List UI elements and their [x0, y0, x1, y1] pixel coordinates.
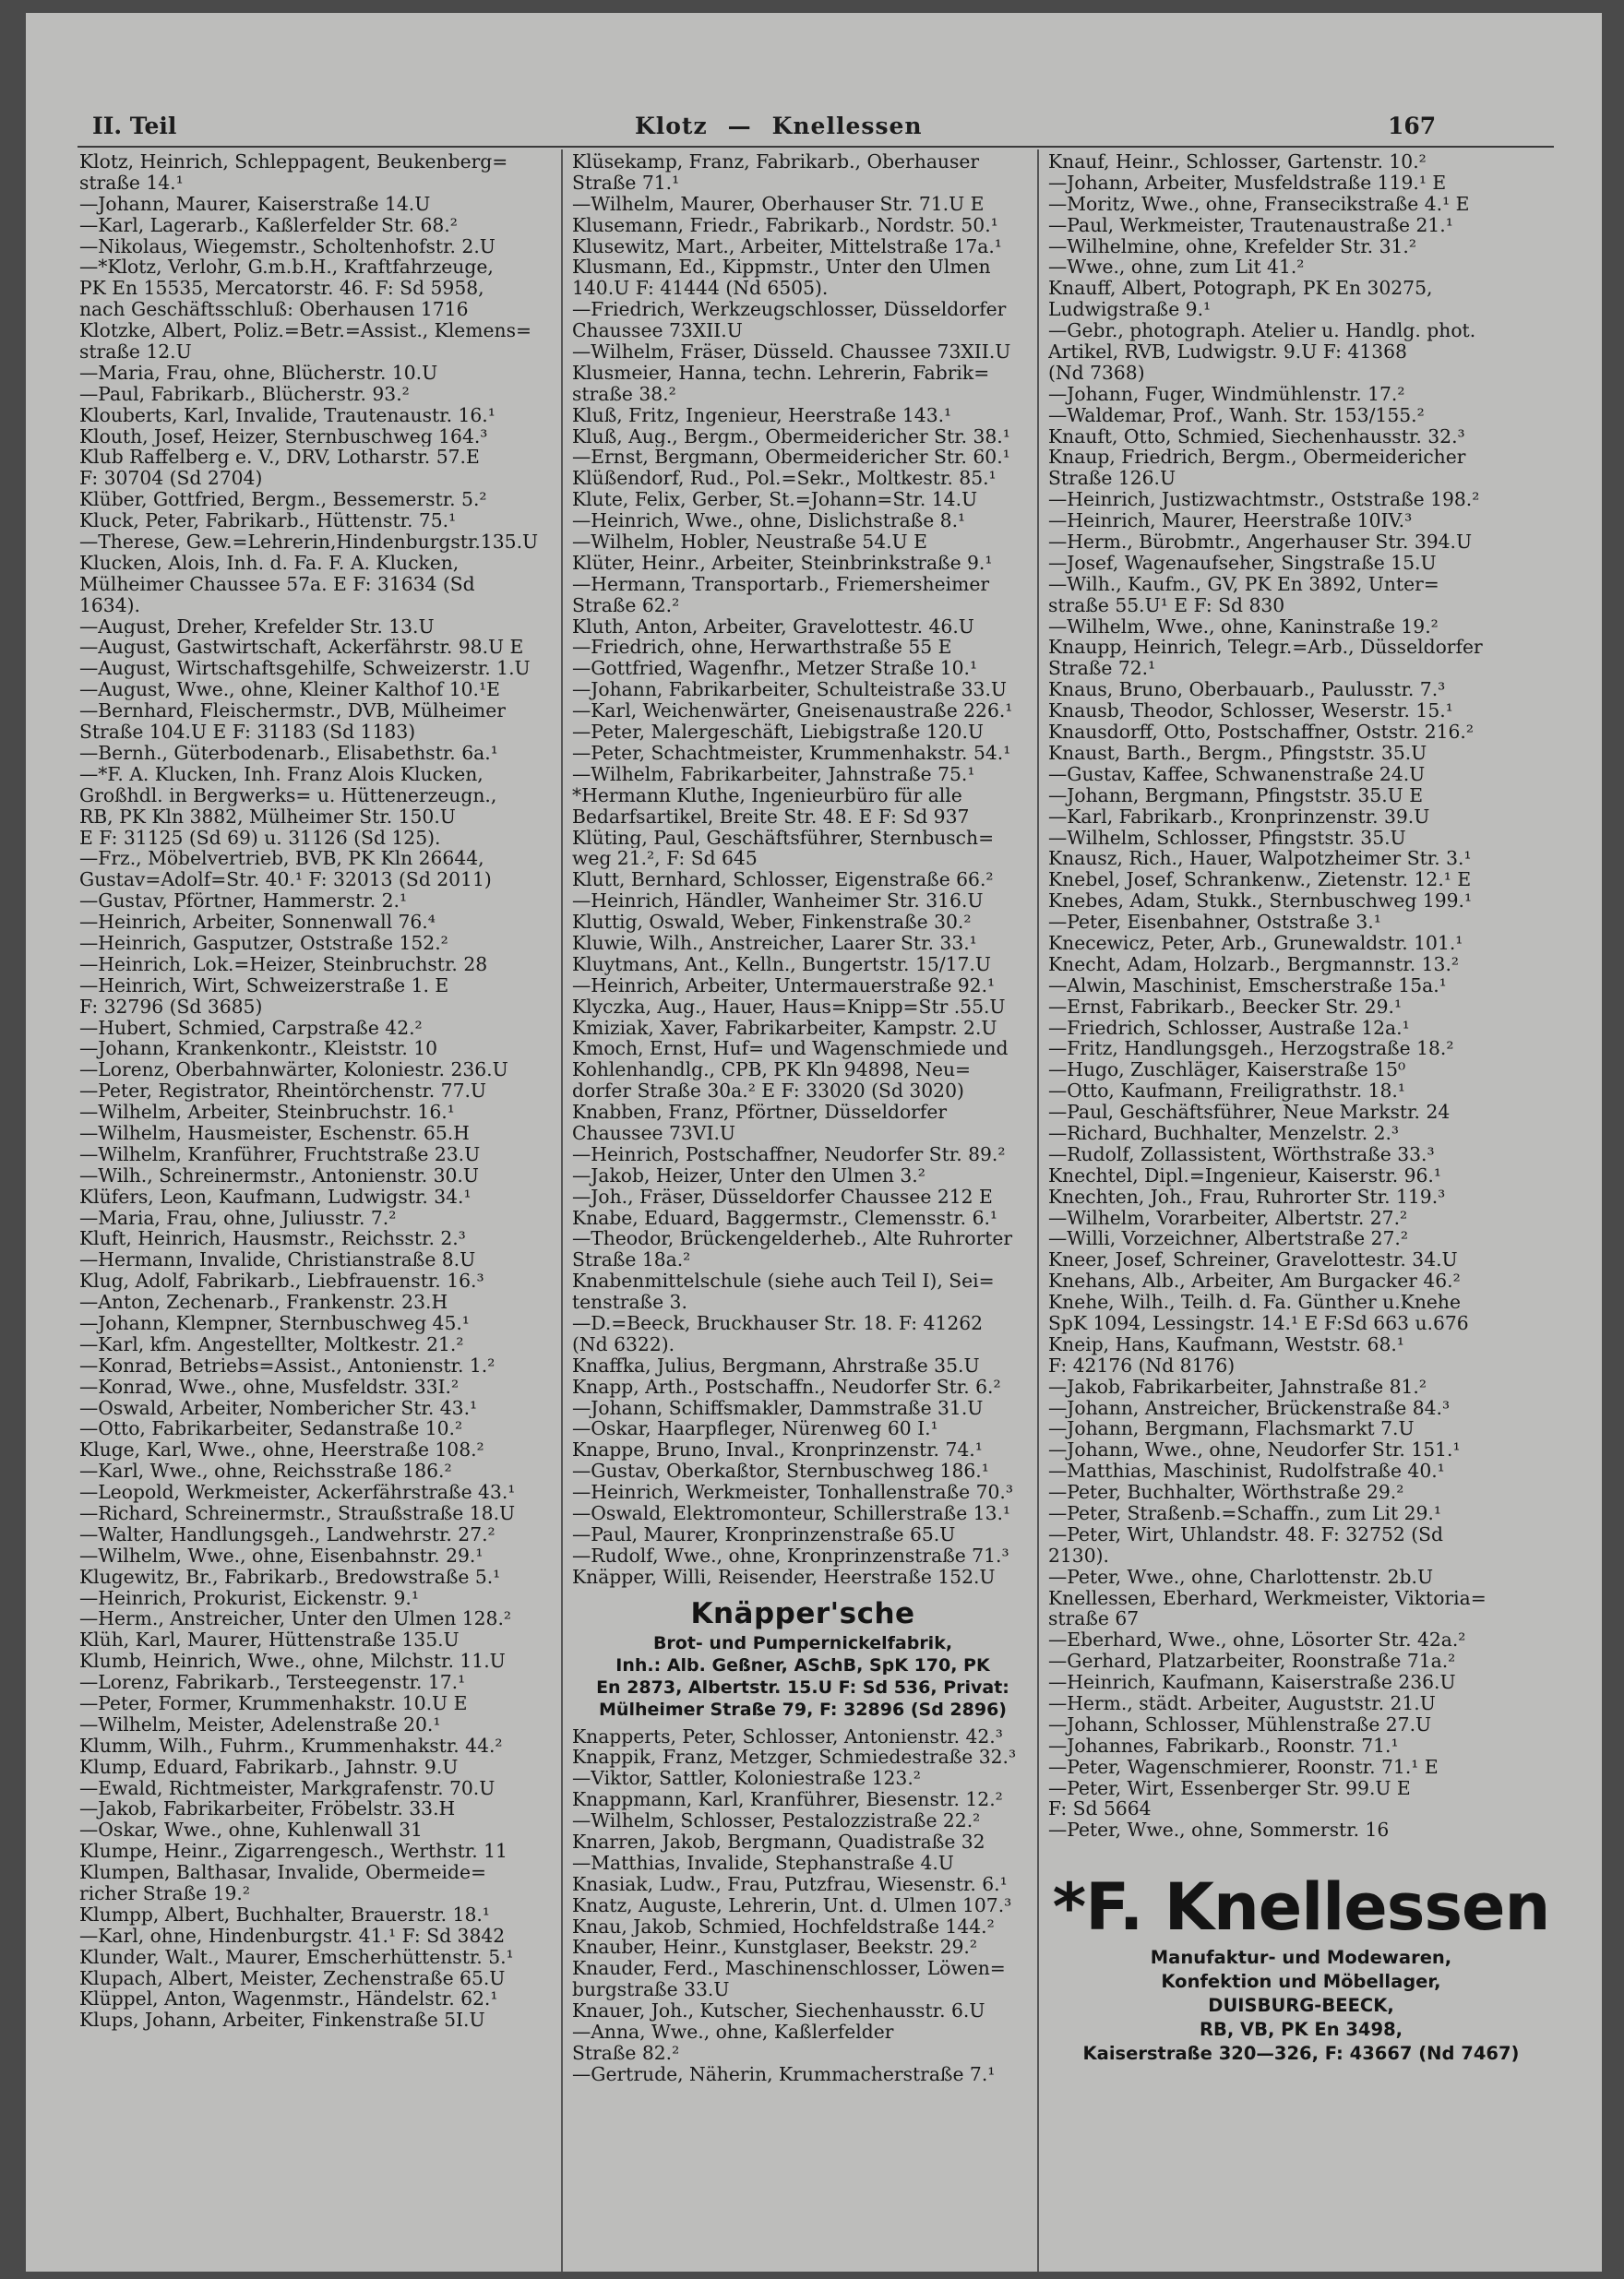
knapper-advertisement: [572, 1595, 1033, 1721]
directory-entry: —*Klotz, Verlohr, G.m.b.H., Kraftfahrzeuge,: [79, 257, 494, 279]
directory-entry: —August, Wirtschaftsgehilfe, Schweizerstr. 1.U: [79, 658, 531, 680]
directory-entry: Klups, Johann, Arbeiter, Finkenstraße 5I.U: [79, 2010, 485, 2032]
directory-entry: Kneer, Josef, Schreiner, Gravelottestr. 34.U: [1048, 1249, 1458, 1271]
directory-entry: straße 38.²: [572, 383, 676, 405]
directory-entry: Kluck, Peter, Fabrikarb., Hüttenstr. 75.¹: [79, 510, 457, 532]
directory-entry: —Heinrich, Arbeiter, Sonnenwall 76.⁴: [79, 912, 436, 933]
directory-entry: Knauff, Albert, Potograph, PK En 30275,: [1048, 278, 1433, 300]
directory-entry: Klusmann, Ed., Kippmstr., Unter den Ulmen: [572, 257, 991, 279]
directory-entry: —Karl, Weichenwärter, Gneisenaustraße 226.¹: [572, 700, 1013, 722]
ad-line: Inh.: Alb. Geßner, ASchB, SpK 170, PK: [615, 1654, 990, 1676]
directory-entry: —Wilhelmine, ohne, Krefelder Str. 31.²: [1048, 235, 1416, 257]
directory-entry: —Lorenz, Fabrikarb., Tersteegenstr. 17.¹: [79, 1672, 466, 1694]
directory-entry: straße 12.U: [79, 341, 192, 363]
directory-entry: Gustav=Adolf=Str. 40.¹ F: 32013 (Sd 2011): [79, 869, 492, 891]
directory-entry: Kmoch, Ernst, Huf= und Wagenschmiede und: [572, 1038, 1009, 1060]
knellessen-ad-title: *F. Knellessen: [1052, 1869, 1550, 1946]
directory-entry: —Jakob, Fabrikarbeiter, Jahnstraße 81.²: [1048, 1376, 1427, 1398]
directory-entry: —Hugo, Zuschläger, Kaiserstraße 15⁰: [1048, 1059, 1406, 1081]
directory-entry: (Nd 7368): [1048, 362, 1145, 384]
directory-entry: —Viktor, Sattler, Koloniestraße 123.²: [572, 1768, 921, 1790]
directory-entry: —Theodor, Brückengelderheb., Alte Ruhrorter: [572, 1228, 1013, 1250]
directory-entry: Knechten, Joh., Frau, Ruhrorter Str. 119.³: [1048, 1186, 1446, 1208]
directory-entry: Klumpen, Balthasar, Invalide, Obermeide=: [79, 1862, 486, 1884]
directory-entry: —Heinrich, Maurer, Heerstraße 10IV.³: [1048, 510, 1413, 532]
directory-entry: —Ernst, Fabrikarb., Beecker Str. 29.¹: [1048, 996, 1403, 1018]
directory-entry: —Gustav, Kaffee, Schwanenstraße 24.U: [1048, 763, 1426, 785]
directory-entry: —Heinrich, Postschaffner, Neudorfer Str. 89.²: [572, 1143, 1006, 1165]
range-from: Klotz: [635, 113, 708, 139]
directory-entry: —Gustav, Oberkaßtor, Sternbuschweg 186.¹: [572, 1461, 989, 1483]
directory-entry: —Nikolaus, Wiegemstr., Scholtenhofstr. 2.U: [79, 235, 496, 257]
directory-entry: —Johann, Schiffsmakler, Dammstraße 31.U: [572, 1397, 984, 1419]
directory-entry: Kneip, Hans, Kaufmann, Weststr. 68.¹: [1048, 1333, 1404, 1355]
directory-entry: Klotz, Heinrich, Schleppagent, Beukenberg=: [79, 151, 508, 173]
directory-entry: —Hubert, Schmied, Carpstraße 42.²: [79, 1017, 423, 1039]
directory-entry: —Paul, Fabrikarb., Blücherstr. 93.²: [79, 383, 410, 405]
directory-entry: —Ewald, Richtmeister, Markgrafenstr. 70.U: [79, 1777, 496, 1799]
directory-entry: Knaust, Barth., Bergm., Pfingststr. 35.U: [1048, 742, 1427, 764]
directory-entry: —Oskar, Wwe., ohne, Kuhlenwall 31: [79, 1820, 423, 1842]
directory-entry: —Frz., Möbelvertrieb, BVB, PK Kln 26644,: [79, 848, 484, 870]
directory-entry: Klüber, Gottfried, Bergm., Bessemerstr. 5.²: [79, 489, 487, 511]
directory-entry: —Wwe., ohne, zum Lit 41.²: [1048, 257, 1305, 279]
directory-entry: —Konrad, Wwe., ohne, Musfeldstr. 33I.²: [79, 1376, 460, 1398]
directory-entry: Klüter, Heinr., Arbeiter, Steinbrinkstraße 9.¹: [572, 552, 993, 574]
column-2: [572, 151, 1033, 2085]
range-dash: —: [727, 113, 752, 139]
directory-entry: —Johann, Maurer, Kaiserstraße 14.U: [79, 193, 431, 215]
directory-entry: Straße 72.¹: [1048, 658, 1156, 680]
directory-entry: —Willi, Vorzeichner, Albertstraße 27.²: [1048, 1228, 1409, 1250]
directory-entry: —Johannes, Fabrikarb., Roonstr. 71.¹: [1048, 1735, 1399, 1757]
directory-entry: Kluge, Karl, Wwe., ohne, Heerstraße 108.²: [79, 1439, 484, 1462]
directory-entry: —Matthias, Maschinist, Rudolfstraße 40.¹: [1048, 1461, 1445, 1483]
directory-entry: —Walter, Handlungsgeh., Landwehrstr. 27.²: [79, 1523, 496, 1545]
directory-entry: Knapp, Arth., Postschaffn., Neudorfer Str. 6.²: [572, 1376, 1001, 1398]
directory-entry: —August, Gastwirtschaft, Ackerfährstr. 98.U E: [79, 637, 524, 659]
directory-entry: —Peter, Buchhalter, Wörthstraße 29.²: [1048, 1482, 1404, 1503]
knellessen-ad-lines: [1048, 1946, 1554, 2066]
directory-entry: —Oswald, Elektromonteur, Schillerstraße 13.¹: [572, 1503, 1011, 1524]
directory-entry: Kluß, Aug., Bergm., Obermeidericher Str. 38.¹: [572, 425, 1010, 447]
directory-entry: —Peter, Straßenb.=Schaffn., zum Lit 29.¹: [1048, 1503, 1441, 1524]
directory-entry: *Hermann Kluthe, Ingenieurbüro für alle: [572, 784, 962, 806]
directory-entry: (Nd 6322).: [572, 1333, 675, 1355]
page-number: 167: [1388, 113, 1437, 139]
directory-entry: Knellessen, Eberhard, Werkmeister, Viktoria=: [1048, 1587, 1487, 1609]
directory-entry: —Anna, Wwe., ohne, Kaßlerfelder: [572, 2022, 894, 2043]
directory-entry: —Johann, Fabrikarbeiter, Schulteistraße 33.U: [572, 679, 1007, 701]
directory-entry: Klutt, Bernhard, Schlosser, Eigenstraße 66.²: [572, 869, 994, 891]
knapper-ad-lines: [572, 1632, 1033, 1721]
directory-entry: —Otto, Fabrikarbeiter, Sedanstraße 10.²: [79, 1418, 463, 1440]
directory-entry: Knecht, Adam, Holzarb., Bergmannstr. 13.²: [1048, 953, 1460, 975]
directory-entry: Knabenmittelschule (siehe auch Teil I), Sei=: [572, 1271, 995, 1293]
directory-entry: —Rudolf, Zollassistent, Wörthstraße 33.³: [1048, 1143, 1435, 1165]
directory-entry: —Johann, Fuger, Windmühlenstr. 17.²: [1048, 383, 1405, 405]
directory-entry: straße 14.¹: [79, 172, 184, 194]
column-3-entries: [1048, 151, 1554, 1841]
directory-entry: Kluwie, Wilh., Anstreicher, Laarer Str. 33.¹: [572, 932, 977, 954]
directory-entry: —Wilhelm, Kranführer, Fruchtstraße 23.U: [79, 1143, 481, 1165]
directory-entry: Knehans, Alb., Arbeiter, Am Burgacker 46.²: [1048, 1271, 1461, 1293]
directory-entry: —Friedrich, Werkzeugschlosser, Düsseldorfer: [572, 299, 1007, 321]
directory-entry: —Heinrich, Wirt, Schweizerstraße 1. E: [79, 974, 449, 996]
directory-entry: Straße 18a.²: [572, 1249, 691, 1271]
ad-line: Brot- und Pumpernickelfabrik,: [652, 1632, 953, 1653]
directory-entry: —Wilhelm, Schlosser, Pestalozzistraße 22.²: [572, 1810, 981, 1832]
directory-entry: Knecewicz, Peter, Arb., Grunewaldstr. 101.¹: [1048, 932, 1463, 954]
directory-entry: —Herm., städt. Arbeiter, Auguststr. 21.U: [1048, 1693, 1436, 1714]
directory-entry: Klucken, Alois, Inh. d. Fa. F. A. Klucken,: [79, 552, 460, 574]
directory-entry: —Richard, Buchhalter, Menzelstr. 2.³: [1048, 1122, 1400, 1144]
directory-entry: —Friedrich, ohne, Herwarthstraße 55 E: [572, 637, 952, 659]
directory-entry: —Wilhelm, Arbeiter, Steinbruchstr. 16.¹: [79, 1102, 455, 1123]
directory-entry: —Heinrich, Wwe., ohne, Dislichstraße 8.¹: [572, 510, 966, 532]
directory-entry: Klupach, Albert, Meister, Zechenstraße 65.U: [79, 1967, 506, 1989]
directory-entry: —Johann, Arbeiter, Musfeldstraße 119.¹ E: [1048, 172, 1447, 194]
directory-entry: Klugewitz, Br., Fabrikarb., Bredowstraße 5.¹: [79, 1566, 501, 1588]
directory-entry: Knarren, Jakob, Bergmann, Quadistraße 32: [572, 1832, 985, 1853]
directory-entry: —Wilhelm, Hobler, Neustraße 54.U E: [572, 531, 927, 553]
directory-entry: —Johann, Krankenkontr., Kleiststr. 10: [79, 1038, 438, 1060]
directory-entry: —Josef, Wagenaufseher, Singstraße 15.U: [1048, 552, 1437, 574]
directory-entry: —August, Wwe., ohne, Kleiner Kalthof 10.¹E: [79, 679, 500, 701]
directory-entry: Klusemann, Friedr., Fabrikarb., Nordstr. 50.¹: [572, 214, 998, 236]
directory-entry: burgstraße 33.U: [572, 1979, 730, 2001]
directory-entry: —Heinrich, Gasputzer, Oststraße 152.²: [79, 932, 448, 954]
directory-entry: Klotzke, Albert, Poliz.=Betr.=Assist., Klemens=: [79, 320, 532, 342]
directory-entry: —Moritz, Wwe., ohne, Fransecikstraße 4.¹ E: [1048, 193, 1470, 215]
directory-entry: —Jakob, Fabrikarbeiter, Fröbelstr. 33.H: [79, 1798, 456, 1820]
directory-entry: —Johann, Schlosser, Mühlenstraße 27.U: [1048, 1713, 1432, 1736]
directory-entry: Klumpp, Albert, Buchhalter, Brauerstr. 18.¹: [79, 1903, 490, 1926]
ad-line: Mülheimer Straße 79, F: 32896 (Sd 2896): [599, 1699, 1007, 1720]
directory-entry: F: 30704 (Sd 2704): [79, 468, 263, 490]
directory-entry: —Paul, Maurer, Kronprinzenstraße 65.U: [572, 1523, 956, 1545]
directory-entry: —Peter, Malergeschäft, Liebigstraße 120.U: [572, 722, 985, 743]
directory-entry: —Karl, Fabrikarb., Kronprinzenstr. 39.U: [1048, 805, 1430, 828]
directory-entry: F: 32796 (Sd 3685): [79, 996, 263, 1018]
directory-entry: —Leopold, Werkmeister, Ackerfährstraße 43.¹: [79, 1482, 516, 1503]
directory-page: [26, 13, 1602, 2272]
directory-entry: —*F. A. Klucken, Inh. Franz Alois Klucken,: [79, 763, 484, 785]
directory-entry: Knappmann, Karl, Kranführer, Biesenstr. 12.²: [572, 1789, 1003, 1811]
directory-entry: —Wilhelm, Fräser, Düsseld. Chaussee 73XII.U: [572, 341, 1011, 363]
directory-entry: —Oskar, Haarpfleger, Nürenweg 60 I.¹: [572, 1418, 938, 1440]
directory-entry: Straße 62.²: [572, 594, 680, 616]
directory-entry: —August, Dreher, Krefelder Str. 13.U: [79, 615, 435, 638]
part-label: II. Teil: [92, 113, 177, 139]
directory-entry: Knausdorff, Otto, Postschaffner, Oststr. 216.²: [1048, 722, 1475, 743]
directory-entry: —Peter, Wirt, Uhlandstr. 48. F: 32752 (Sd: [1048, 1523, 1444, 1545]
directory-entry: Knauber, Heinr., Kunstglaser, Beekstr. 29.²: [572, 1937, 977, 1959]
directory-entry: —Heinrich, Prokurist, Eickenstr. 9.¹: [79, 1587, 419, 1609]
directory-entry: —Anton, Zechenarb., Frankenstr. 23.H: [79, 1292, 448, 1313]
directory-entry: —Karl, Lagerarb., Kaßlerfelder Str. 68.²: [79, 214, 458, 236]
directory-entry: E F: 31125 (Sd 69) u. 31126 (Sd 125).: [79, 827, 441, 849]
directory-entry: —Paul, Werkmeister, Trautenaustraße 21.¹: [1048, 214, 1453, 236]
directory-entry: Knau, Jakob, Schmied, Hochfeldstraße 144.²: [572, 1915, 995, 1938]
directory-entry: —Peter, Registrator, Rheintörchenstr. 77.U: [79, 1080, 487, 1103]
directory-entry: —Herm., Anstreicher, Unter den Ulmen 128.²: [79, 1608, 512, 1630]
directory-entry: —Heinrich, Kaufmann, Kaiserstraße 236.U: [1048, 1672, 1456, 1694]
directory-entry: —Bernh., Güterbodenarb., Elisabethstr. 6a.¹: [79, 742, 498, 764]
directory-entry: Knebes, Adam, Stukk., Sternbuschweg 199.¹: [1048, 890, 1473, 913]
directory-entry: 1634).: [79, 594, 140, 616]
directory-entry: RB, PK Kln 3882, Mülheimer Str. 150.U: [79, 805, 456, 828]
directory-entry: Knauder, Ferd., Maschinenschlosser, Löwen=: [572, 1958, 1006, 1980]
directory-entry: Knaffka, Julius, Bergmann, Ahrstraße 35.U: [572, 1354, 980, 1377]
directory-entry: —Wilhelm, Wwe., ohne, Eisenbahnstr. 29.¹: [79, 1545, 484, 1567]
range-to: Knellessen: [771, 113, 923, 139]
directory-entry: Knehe, Wilh., Teilh. d. Fa. Günther u.Knehe: [1048, 1292, 1461, 1313]
directory-entry: —Ernst, Bergmann, Obermeidericher Str. 60.¹: [572, 447, 1010, 469]
directory-entry: —D.=Beeck, Bruckhauser Str. 18. F: 41262: [572, 1312, 984, 1334]
knellessen-advertisement: [1048, 1868, 1554, 2066]
directory-entry: dorfer Straße 30a.² E F: 33020 (Sd 3020): [572, 1080, 964, 1103]
directory-entry: Knechtel, Dipl.=Ingenieur, Kaiserstr. 96.¹: [1048, 1164, 1441, 1187]
directory-entry: Bedarfsartikel, Breite Str. 48. E F: Sd 937: [572, 805, 970, 828]
directory-entry: Straße 104.U E F: 31183 (Sd 1183): [79, 722, 416, 743]
directory-entry: SpK 1094, Lessingstr. 14.¹ E F:Sd 663 u.676: [1048, 1312, 1469, 1334]
directory-entry: —Johann, Wwe., ohne, Neudorfer Str. 151.¹: [1048, 1439, 1461, 1462]
directory-entry: Klüppel, Anton, Wagenmstr., Händelstr. 62.¹: [79, 1988, 498, 2011]
directory-entry: —Joh., Fräser, Düsseldorfer Chaussee 212 E: [572, 1186, 993, 1208]
directory-entry: —Jakob, Heizer, Unter den Ulmen 3.²: [572, 1164, 925, 1187]
directory-entry: Kohlenhandlg., CPB, PK Kln 94898, Neu=: [572, 1059, 972, 1081]
directory-entry: Klüting, Paul, Geschäftsführer, Sternbusch=: [572, 827, 995, 849]
directory-entry: Knaus, Bruno, Oberbauarb., Paulusstr. 7.³: [1048, 679, 1446, 701]
directory-entry: Knausb, Theodor, Schlosser, Weserstr. 15.¹: [1048, 700, 1453, 722]
directory-entry: Knäpper, Willi, Reisender, Heerstraße 152.U: [572, 1566, 996, 1588]
directory-entry: Chaussee 73VI.U: [572, 1122, 736, 1144]
directory-entry: —Waldemar, Prof., Wanh. Str. 153/155.²: [1048, 404, 1425, 426]
directory-entry: tenstraße 3.: [572, 1292, 687, 1313]
column-2-entries: [572, 151, 1033, 1588]
directory-entry: Kluft, Heinrich, Hausmstr., Reichsstr. 2.³: [79, 1228, 466, 1250]
directory-entry: Kmiziak, Xaver, Fabrikarbeiter, Kampstr. 2.U: [572, 1017, 997, 1039]
directory-entry: Ludwigstraße 9.¹: [1048, 299, 1212, 321]
directory-entry: Kluytmans, Ant., Kelln., Bungertstr. 15/17.U: [572, 953, 991, 975]
directory-entry: —Johann, Klempner, Sternbuschweg 45.¹: [79, 1312, 470, 1334]
directory-entry: Mülheimer Chaussee 57a. E F: 31634 (Sd: [79, 573, 475, 595]
directory-entry: —Wilh., Schreinermstr., Antonienstr. 30.U: [79, 1164, 479, 1187]
directory-entry: —Herm., Bürobmtr., Angerhauser Str. 394.U: [1048, 531, 1473, 553]
directory-entry: Klüfers, Leon, Kaufmann, Ludwigstr. 34.¹: [79, 1186, 472, 1208]
directory-entry: Knabben, Franz, Pförtner, Düsseldorfer: [572, 1102, 948, 1123]
directory-entry: —Konrad, Betriebs=Assist., Antonienstr. 1.²: [79, 1354, 496, 1377]
directory-entry: —Wilhelm, Wwe., ohne, Kaninstraße 19.²: [1048, 615, 1439, 638]
directory-entry: —Johann, Bergmann, Pfingststr. 35.U E: [1048, 784, 1424, 806]
directory-entry: —Heinrich, Werkmeister, Tonhallenstraße 70.³: [572, 1482, 1013, 1503]
directory-entry: Knaupp, Heinrich, Telegr.=Arb., Düsseldorfer: [1048, 637, 1483, 659]
directory-entry: —Gerhard, Platzarbeiter, Roonstraße 71a.²: [1048, 1651, 1456, 1673]
directory-entry: —Heinrich, Justizwachtmstr., Oststraße 198.²: [1048, 489, 1480, 511]
directory-entry: —Wilhelm, Hausmeister, Eschenstr. 65.H: [79, 1122, 470, 1144]
directory-entry: —Peter, Schachtmeister, Krummenhakstr. 54.¹: [572, 742, 1011, 764]
directory-entry: Straße 82.²: [572, 2042, 680, 2064]
directory-entry: —Lorenz, Oberbahnwärter, Koloniestr. 236.U: [79, 1059, 508, 1081]
directory-entry: weg 21.², F: Sd 645: [572, 848, 758, 870]
directory-entry: Knasiak, Ludw., Frau, Putzfrau, Wiesenstr. 6.¹: [572, 1873, 1008, 1895]
directory-entry: Knaup, Friedrich, Bergm., Obermeidericher: [1048, 447, 1466, 469]
ad-line: Kaiserstraße 320—326, F: 43667 (Nd 7467): [1082, 2043, 1520, 2065]
directory-entry: —Heinrich, Lok.=Heizer, Steinbruchstr. 28: [79, 953, 488, 975]
directory-entry: Straße 71.¹: [572, 172, 680, 194]
directory-entry: Knauft, Otto, Schmied, Siechenhausstr. 32.³: [1048, 425, 1465, 447]
directory-entry: F: 42176 (Nd 8176): [1048, 1354, 1236, 1377]
directory-entry: Klüßendorf, Rud., Pol.=Sekr., Moltkestr. 85.¹: [572, 468, 997, 490]
directory-entry: —Fritz, Handlungsgeh., Herzogstraße 18.²: [1048, 1038, 1454, 1060]
header-rule: [78, 146, 1554, 148]
directory-entry: —Wilhelm, Maurer, Oberhauser Str. 71.U E: [572, 193, 985, 215]
directory-entry: Kluth, Anton, Arbeiter, Gravelottestr. 46.U: [572, 615, 974, 638]
directory-entry: —Matthias, Invalide, Stephanstraße 4.U: [572, 1852, 954, 1874]
directory-entry: richer Straße 19.²: [79, 1883, 250, 1904]
ad-line: Konfektion und Möbellager,: [1161, 1971, 1441, 1993]
directory-entry: Klumm, Wilh., Fuhrm., Krummenhakstr. 44.²: [79, 1735, 503, 1757]
column-divider-2: [1037, 149, 1039, 2272]
directory-entry: —Hermann, Transportarb., Friemersheimer: [572, 573, 990, 595]
directory-entry: nach Geschäftsschluß: Oberhausen 1716: [79, 299, 469, 321]
directory-entry: F: Sd 5664: [1048, 1798, 1152, 1820]
ad-line: RB, VB, PK En 3498,: [1199, 2019, 1403, 2041]
directory-entry: Knauer, Joh., Kutscher, Siechenhausstr. 6.U: [572, 2000, 985, 2022]
directory-entry: —Wilhelm, Meister, Adelenstraße 20.¹: [79, 1713, 441, 1736]
directory-entry: —Gottfried, Wagenfhr., Metzer Straße 10.¹: [572, 658, 978, 680]
directory-entry: —Richard, Schreinermstr., Straußstraße 18.U: [79, 1503, 516, 1524]
directory-entry: —Gebr., photograph. Atelier u. Handlg. phot.: [1048, 320, 1476, 342]
directory-entry: Klub Raffelberg e. V., DRV, Lotharstr. 57.E: [79, 447, 480, 469]
directory-entry: —Peter, Wwe., ohne, Sommerstr. 16: [1048, 1820, 1390, 1842]
directory-entry: Chaussee 73XII.U: [572, 320, 743, 342]
directory-entry: —Wilhelm, Schlosser, Pfingststr. 35.U: [1048, 827, 1406, 849]
directory-entry: Klug, Adolf, Fabrikarb., Liebfrauenstr. 16.³: [79, 1271, 484, 1293]
directory-entry: —Heinrich, Händler, Wanheimer Str. 316.U: [572, 890, 984, 913]
directory-entry: —Peter, Wwe., ohne, Charlottenstr. 2b.U: [1048, 1566, 1434, 1588]
directory-entry: Klyczka, Aug., Hauer, Haus=Knipp=Str .55.U: [572, 996, 1006, 1018]
directory-entry: —Peter, Former, Krummenhakstr. 10.U E: [79, 1693, 468, 1714]
directory-entry: Knabe, Eduard, Baggermstr., Clemensstr. 6.¹: [572, 1207, 998, 1229]
directory-entry: Straße 126.U: [1048, 468, 1176, 490]
directory-entry: Artikel, RVB, Ludwigstr. 9.U F: 41368: [1048, 341, 1407, 363]
directory-entry: Klunder, Walt., Maurer, Emscherhüttenstr. 5.¹: [79, 1946, 514, 1968]
directory-entry: —Bernhard, Fleischermstr., DVB, Mülheimer: [79, 700, 506, 722]
directory-entry: —Maria, Frau, ohne, Juliusstr. 7.²: [79, 1207, 397, 1229]
directory-entry: Knapperts, Peter, Schlosser, Antonienstr. 42.³: [572, 1725, 1003, 1748]
directory-entry: —Hermann, Invalide, Christianstraße 8.U: [79, 1249, 476, 1271]
column-1: [79, 151, 557, 2031]
directory-entry: —Wilhelm, Fabrikarbeiter, Jahnstraße 75.¹: [572, 763, 975, 785]
directory-entry: —Johann, Bergmann, Flachsmarkt 7.U: [1048, 1418, 1415, 1440]
directory-entry: Knauf, Heinr., Schlosser, Gartenstr. 10.²: [1048, 151, 1427, 173]
column-3: [1048, 151, 1554, 2066]
directory-entry: —Peter, Wagenschmierer, Roonstr. 71.¹ E: [1048, 1756, 1439, 1778]
directory-entry: —Gustav, Pförtner, Hammerstr. 2.¹: [79, 890, 408, 913]
ad-line: DUISBURG-BEECK,: [1208, 1995, 1394, 2017]
directory-entry: Knausz, Rich., Hauer, Walpotzheimer Str. 3.¹: [1048, 848, 1472, 870]
column-divider-1: [561, 149, 563, 2272]
knapper-ad-title: Knäpper'sche: [690, 1596, 915, 1630]
directory-entry: Klute, Felix, Gerber, St.=Johann=Str. 14.U: [572, 489, 978, 511]
directory-entry: —Karl, kfm. Angestellter, Moltkestr. 21.²: [79, 1333, 464, 1355]
directory-entry: —Rudolf, Wwe., ohne, Kronprinzenstraße 71.³: [572, 1545, 1009, 1567]
directory-entry: —Johann, Anstreicher, Brückenstraße 84.³: [1048, 1397, 1451, 1419]
directory-entry: Klouth, Josef, Heizer, Sternbuschweg 164.³: [79, 425, 488, 447]
directory-entry: Klüh, Karl, Maurer, Hüttenstraße 135.U: [79, 1629, 460, 1652]
directory-entry: Klusewitz, Mart., Arbeiter, Mittelstraße 17a.¹: [572, 235, 1002, 257]
directory-entry: 2130).: [1048, 1545, 1109, 1567]
directory-entry: —Heinrich, Arbeiter, Untermauerstraße 92.¹: [572, 974, 996, 996]
directory-entry: —Karl, ohne, Hindenburgstr. 41.¹ F: Sd 3842: [79, 1925, 506, 1947]
directory-entry: Klouberts, Karl, Invalide, Trautenaustr. 16.¹: [79, 404, 496, 426]
directory-entry: —Gertrude, Näherin, Krummacherstraße 7.¹: [572, 2063, 996, 2085]
directory-entry: Knappe, Bruno, Inval., Kronprinzenstr. 74.¹: [572, 1439, 983, 1462]
directory-entry: Klump, Eduard, Fabrikarb., Jahnstr. 9.U: [79, 1756, 459, 1778]
directory-entry: —Therese, Gew.=Lehrerin,Hindenburgstr.135.U: [79, 531, 539, 553]
ad-line: En 2873, Albertstr. 15.U F: Sd 536, Privat:: [596, 1676, 1009, 1698]
directory-entry: —Peter, Eisenbahner, Oststraße 3.¹: [1048, 912, 1381, 933]
directory-entry: Kluß, Fritz, Ingenieur, Heerstraße 143.¹: [572, 404, 952, 426]
directory-entry: —Wilh., Kaufm., GV, PK En 3892, Unter=: [1048, 573, 1439, 595]
directory-entry: —Friedrich, Schlosser, Austraße 12a.¹: [1048, 1017, 1410, 1039]
column-2-entries-after-ad: [572, 1726, 1033, 2085]
directory-entry: Klumpe, Heinr., Zigarrengesch., Werthstr. 11: [79, 1841, 508, 1863]
directory-entry: Klusmeier, Hanna, techn. Lehrerin, Fabrik=: [572, 362, 990, 384]
directory-entry: Klüsekamp, Franz, Fabrikarb., Oberhauser: [572, 151, 980, 173]
running-head: [635, 113, 1022, 139]
directory-entry: Knebel, Josef, Schrankenw., Zietenstr. 12.¹ E: [1048, 869, 1472, 891]
directory-entry: —Maria, Frau, ohne, Blücherstr. 10.U: [79, 362, 438, 384]
directory-entry: 140.U F: 41444 (Nd 6505).: [572, 278, 829, 300]
directory-entry: —Oswald, Arbeiter, Nombericher Str. 43.¹: [79, 1397, 478, 1419]
directory-entry: straße 55.U¹ E F: Sd 830: [1048, 594, 1285, 616]
directory-entry: —Paul, Geschäftsführer, Neue Markstr. 24: [1048, 1102, 1451, 1123]
directory-entry: straße 67: [1048, 1608, 1140, 1630]
directory-entry: —Karl, Wwe., ohne, Reichsstraße 186.²: [79, 1461, 452, 1483]
directory-entry: Großhdl. in Bergwerks= u. Hüttenerzeugn.,: [79, 784, 497, 806]
ad-line: Manufaktur- und Modewaren,: [1150, 1947, 1452, 1969]
directory-entry: —Eberhard, Wwe., ohne, Lösorter Str. 42a.²: [1048, 1629, 1466, 1652]
directory-entry: —Alwin, Maschinist, Emscherstraße 15a.¹: [1048, 974, 1447, 996]
directory-entry: Knatz, Auguste, Lehrerin, Unt. d. Ulmen 107.³: [572, 1894, 1012, 1916]
directory-entry: Klumb, Heinrich, Wwe., ohne, Milchstr. 11.U: [79, 1651, 506, 1673]
directory-entry: —Otto, Kaufmann, Freiligrathstr. 18.¹: [1048, 1080, 1405, 1103]
directory-entry: —Wilhelm, Vorarbeiter, Albertstr. 27.²: [1048, 1207, 1408, 1229]
directory-entry: —Peter, Wirt, Essenberger Str. 99.U E: [1048, 1777, 1411, 1799]
directory-entry: Knappik, Franz, Metzger, Schmiedestraße 32.³: [572, 1747, 1017, 1769]
directory-entry: Kluttig, Oswald, Weber, Finkenstraße 30.²: [572, 912, 972, 933]
directory-entry: PK En 15535, Mercatorstr. 46. F: Sd 5958,: [79, 278, 484, 300]
